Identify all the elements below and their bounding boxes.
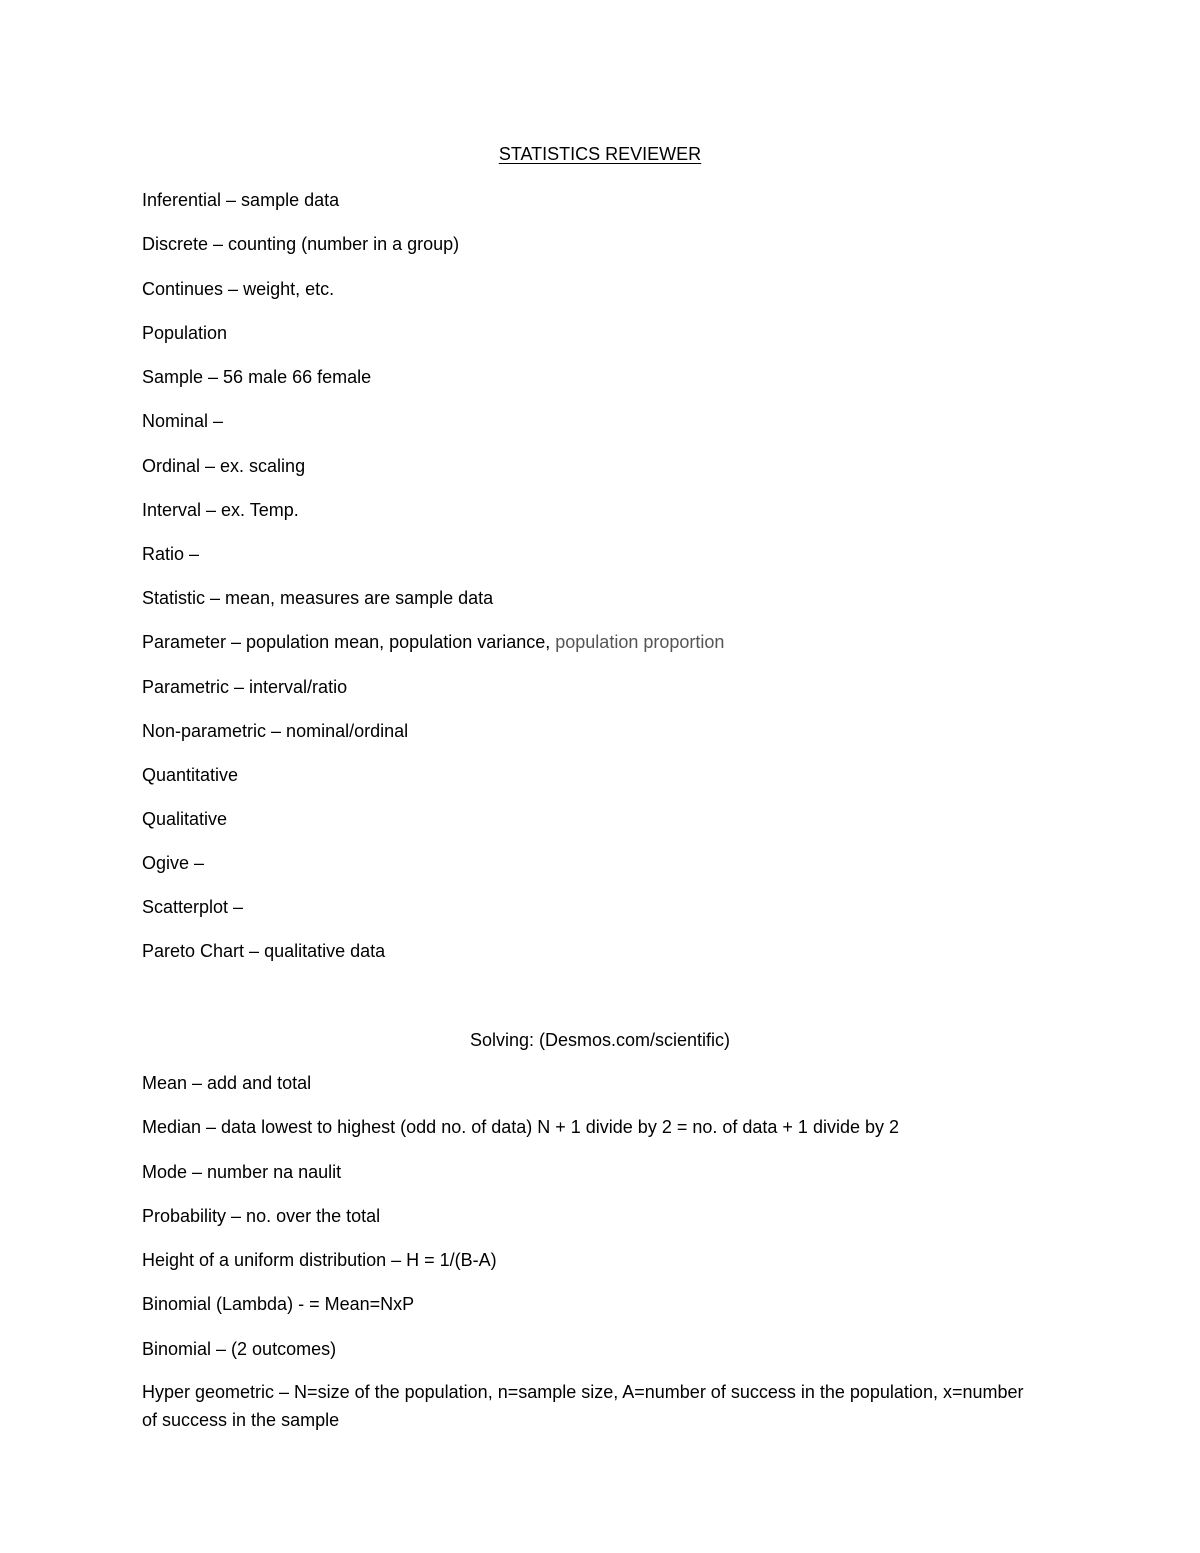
solving-median: Median – data lowest to highest (odd no. of data) N + 1 divide by 2 = no. of data + 1 divide by 2 [142, 1117, 899, 1137]
definition-parameter [142, 630, 724, 654]
page-title: STATISTICS REVIEWER [498, 144, 702, 164]
definition-parametric: Parametric – interval/ratio [142, 677, 348, 697]
solving-uniform-height: Height of a uniform distribution – H = 1/(B-A) [142, 1250, 497, 1270]
definition-pareto-chart: Pareto Chart – qualitative data [142, 941, 386, 961]
definition-sample: Sample – 56 male 66 female [142, 367, 372, 387]
parameter-main-text: Parameter – population mean, population variance, [142, 632, 556, 652]
definition-discrete: Discrete – counting (number in a group) [142, 234, 460, 254]
solving-mean: Mean – add and total [142, 1073, 312, 1093]
definition-ogive: Ogive – [142, 853, 205, 873]
definition-population: Population [142, 323, 228, 343]
definition-scatterplot: Scatterplot – [142, 897, 244, 917]
solving-probability: Probability – no. over the total [142, 1206, 381, 1226]
definition-statistic: Statistic – mean, measures are sample data [142, 588, 494, 608]
parameter-grey-text: population proportion [555, 632, 725, 652]
solving-hypergeometric: Hyper geometric – N=size of the population, n=sample size, A=number of success in the population, x=number of success in the sample [142, 1382, 1024, 1430]
definition-ratio: Ratio – [142, 544, 200, 564]
definition-non-parametric: Non-parametric – nominal/ordinal [142, 721, 409, 741]
definition-continues: Continues – weight, etc. [142, 279, 335, 299]
solving-binomial-outcomes: Binomial – (2 outcomes) [142, 1339, 337, 1359]
definition-inferential: Inferential – sample data [142, 190, 340, 210]
definition-ordinal: Ordinal – ex. scaling [142, 456, 306, 476]
solving-binomial-lambda: Binomial (Lambda) - = Mean=NxP [142, 1294, 415, 1314]
definition-quantitative: Quantitative [142, 765, 239, 785]
definition-nominal: Nominal – [142, 411, 224, 431]
solving-heading: Solving: (Desmos.com/scientific) [469, 1030, 731, 1050]
solving-mode: Mode – number na naulit [142, 1162, 342, 1182]
definition-qualitative: Qualitative [142, 809, 228, 829]
definition-interval: Interval – ex. Temp. [142, 500, 299, 520]
